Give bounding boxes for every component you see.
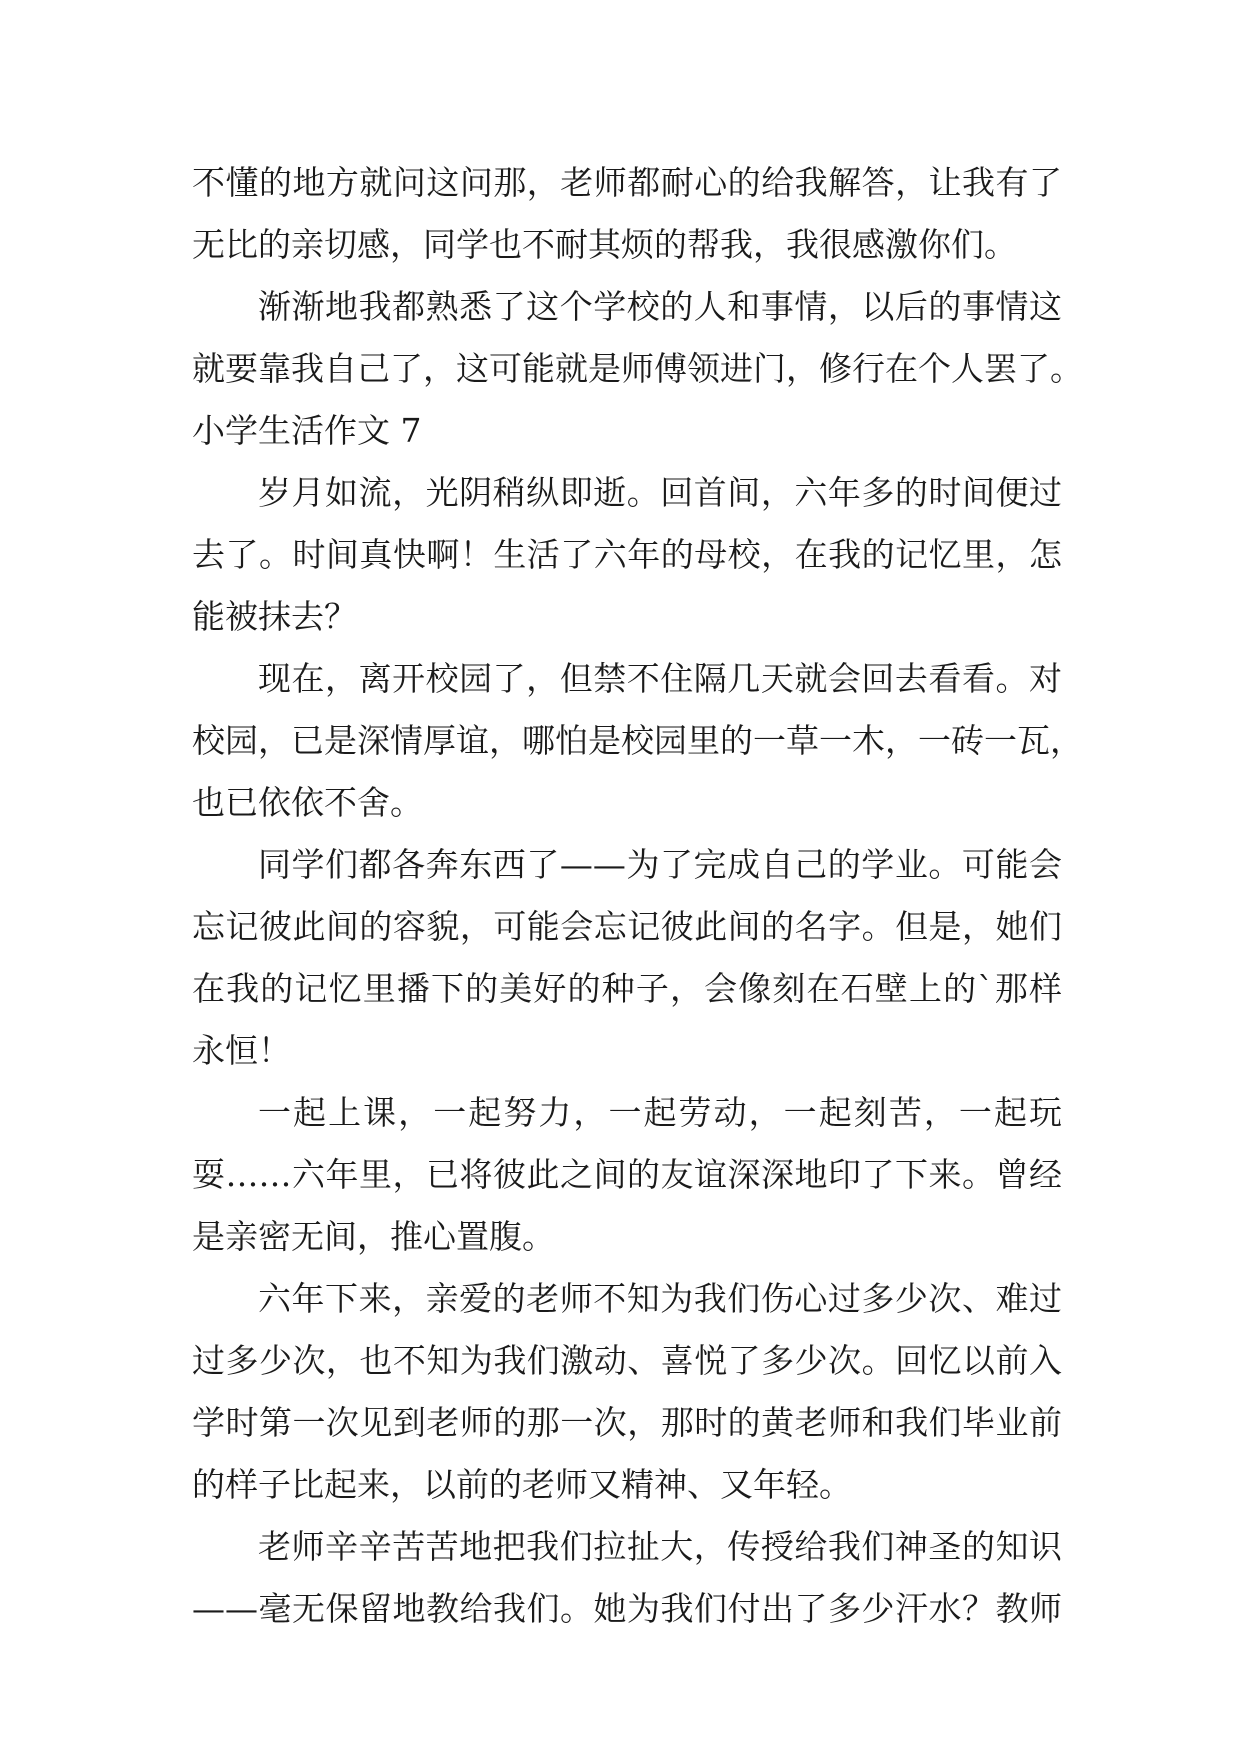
text-line: 也已依依不舍。	[192, 783, 423, 822]
text-line: 耍……六年里，已将彼此之间的友谊深深地印了下来。曾经	[192, 1155, 1062, 1194]
text-line: 不懂的地方就问这问那，老师都耐心的给我解答，让我有了	[192, 163, 1062, 202]
text-line: 渐渐地我都熟悉了这个学校的人和事情，以后的事情这	[258, 287, 1062, 326]
text-line: 忘记彼此间的容貌，可能会忘记彼此间的名字。但是，她们	[192, 907, 1062, 946]
text-line: 一起上课，一起努力，一起劳动，一起刻苦，一起玩	[258, 1093, 1062, 1132]
text-line: 的样子比起来，以前的老师又精神、又年轻。	[192, 1465, 852, 1504]
text-line: 无比的亲切感，同学也不耐其烦的帮我，我很感激你们。	[192, 225, 1017, 264]
text-line: 学时第一次见到老师的那一次，那时的黄老师和我们毕业前	[192, 1403, 1062, 1442]
text-line: 校园，已是深情厚谊，哪怕是校园里的一草一木，一砖一瓦，	[192, 721, 1083, 760]
text-line: 老师辛辛苦苦地把我们拉扯大，传授给我们神圣的知识	[258, 1527, 1062, 1566]
text-line: 是亲密无间，推心置腹。	[192, 1217, 555, 1256]
text-line: 六年下来，亲爱的老师不知为我们伤心过多少次、难过	[258, 1279, 1062, 1318]
text-line: 岁月如流，光阴稍纵即逝。回首间，六年多的时间便过	[258, 473, 1062, 512]
text-line: 去了。时间真快啊！生活了六年的母校，在我的记忆里，怎	[192, 535, 1062, 574]
text-line: 现在，离开校园了，但禁不住隔几天就会回去看看。对	[258, 659, 1062, 698]
text-line: 能被抹去？	[192, 597, 357, 636]
text-line: ——毫无保留地教给我们。她为我们付出了多少汗水？教师	[192, 1589, 1062, 1628]
section-heading: 小学生活作文 7	[192, 411, 422, 450]
text-line: 就要靠我自己了，这可能就是师傅领进门，修行在个人罢了。	[192, 349, 1083, 388]
document-body	[192, 152, 1083, 1640]
text-line: 永恒！	[192, 1031, 291, 1070]
text-line: 在我的记忆里播下的美好的种子，会像刻在石壁上的`那样	[192, 969, 1062, 1008]
text-line: 过多少次，也不知为我们激动、喜悦了多少次。回忆以前入	[192, 1341, 1062, 1380]
text-line: 同学们都各奔东西了——为了完成自己的学业。可能会	[258, 845, 1062, 884]
